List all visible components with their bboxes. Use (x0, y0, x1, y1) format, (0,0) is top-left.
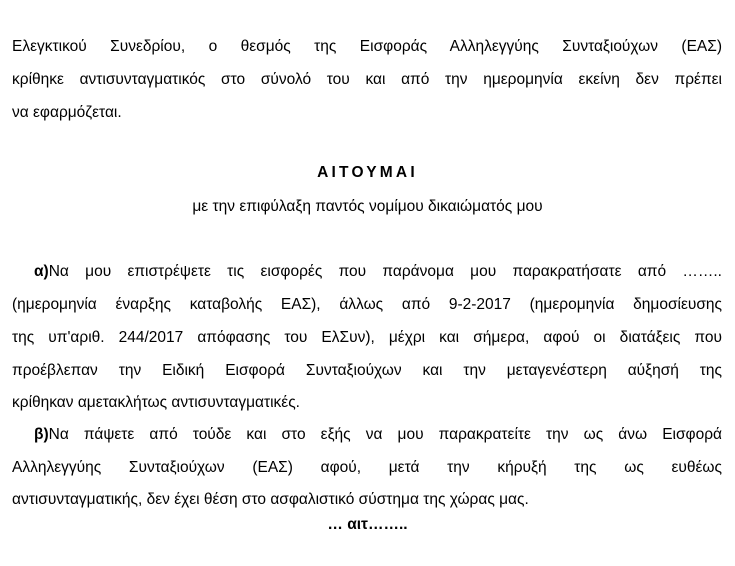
intro-line-2: κρίθηκε αντισυνταγματικός στο σύνολό του και από την ημερομηνία εκείνη δεν πρέπει (12, 71, 722, 88)
paragraph-b-line-1 (34, 425, 722, 445)
paragraph-a-marker: α) (34, 263, 49, 280)
paragraph-b-text-1: Να πάψετε από τούδε και στο εξής να μου παρακρατείτε την ως άνω Εισφορά (48, 426, 722, 443)
closing-text: … αιτ…….. (327, 516, 408, 533)
paragraph-a-line-1 (34, 262, 722, 282)
request-subtitle: με την επιφύλαξη παντός νομίμου δικαιώματός μου (192, 198, 543, 215)
request-heading: ΑΙΤΟΥΜΑΙ (317, 164, 418, 181)
paragraph-a-text-1: Να μου επιστρέψετε τις εισφορές που παράνομα μου παρακρατήσατε από …….. (48, 263, 722, 280)
paragraph-a-line-3: της υπ'αριθ. 244/2017 απόφασης του ΕλΣυν), μέχρι και σήμερα, αφού οι διατάξεις που (12, 329, 722, 346)
intro-line-3: να εφαρμόζεται. (12, 104, 122, 121)
paragraph-b-line-3: αντισυνταγματικής, δεν έχει θέση στο ασφαλιστικό σύστημα της χώρας μας. (12, 491, 529, 508)
paragraph-a-line-2: (ημερομηνία έναρξης καταβολής ΕΑΣ), άλλως από 9-2-2017 (ημερομηνία δημοσίευσης (12, 296, 722, 313)
paragraph-b-marker: β) (34, 426, 49, 443)
intro-line-1: Ελεγκτικού Συνεδρίου, ο θεσμός της Εισφοράς Αλληλεγγύης Συνταξιούχων (ΕΑΣ) (12, 38, 722, 55)
paragraph-b-line-2: Αλληλεγγύης Συνταξιούχων (ΕΑΣ) αφού, μετά την κήρυξή της ως ευθέως (12, 459, 722, 476)
paragraph-a-line-4: προέβλεπαν την Ειδική Εισφορά Συνταξιούχων και την μεταγενέστερη αύξησή της (12, 362, 722, 379)
paragraph-a-line-5: κρίθηκαν αμετακλήτως αντισυνταγματικές. (12, 394, 300, 411)
